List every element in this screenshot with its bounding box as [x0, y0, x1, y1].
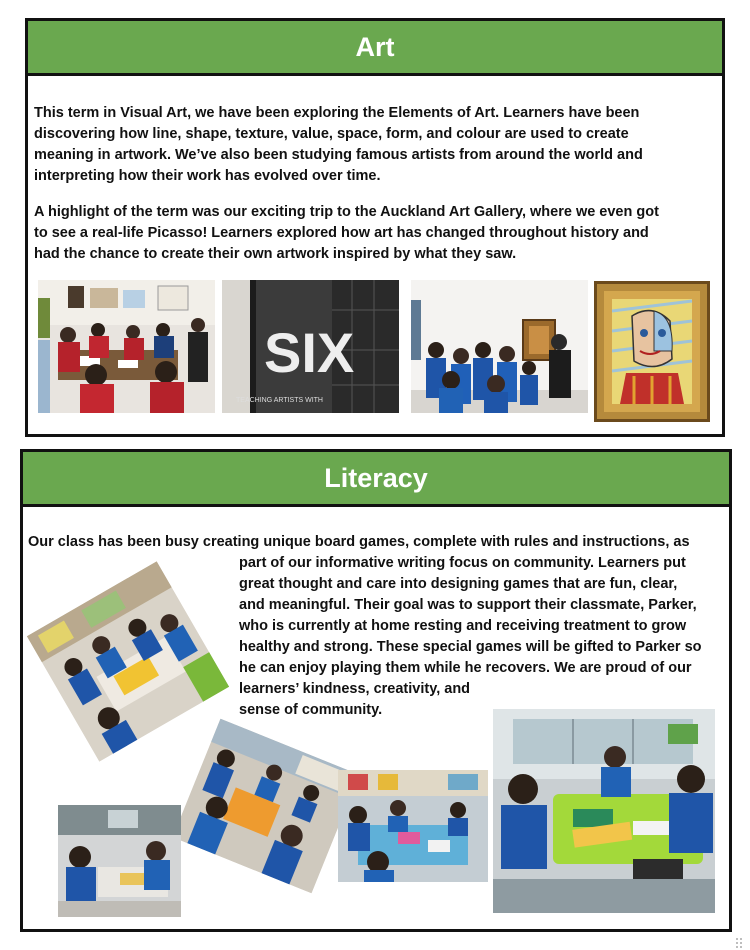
art-gallery-visit-photo: [411, 280, 588, 413]
literacy-text-line: healthy and strong. These special games will be gifted to Parker so: [239, 639, 702, 655]
literacy-text-line: who is currently at home resting and receiving treatment to grow: [239, 618, 687, 634]
literacy-text-line: part of our informative writing focus on community. Learners put: [239, 555, 686, 571]
art-paragraph-1: This term in Visual Art, we have been exploring the Elements of Art. Learners have been discovering how line, shape, texture, value, space, form, and colour are used to create meaning in artwork. We’ve also been studying famous artists from around the world and interpreting how their work has evolved over time.: [34, 105, 643, 184]
art-picasso-photo: [594, 281, 710, 422]
literacy-girls-photo: [58, 805, 181, 917]
resize-grip-icon[interactable]: [735, 936, 747, 948]
literacy-text-line: great thought and care into designing games that are fun, clear,: [239, 576, 678, 592]
six-sign-caption: TEACHING ARTISTS WITH: [236, 397, 323, 404]
literacy-group-photo-2: [172, 719, 359, 894]
literacy-table-photo: [338, 770, 488, 882]
six-sign-text: SIX: [264, 321, 355, 384]
literacy-heading: Literacy: [23, 452, 729, 507]
literacy-text-line: and meaningful. Their goal was to support their classmate, Parker,: [239, 597, 697, 613]
literacy-section: [20, 449, 732, 932]
art-section: [25, 18, 725, 437]
art-paragraph-2: A highlight of the term was our exciting trip to the Auckland Art Gallery, where we even got to see a real-life Picasso! Learners explored how art has changed throughout history and had the chance to create their own artwork inspired by what they saw.: [34, 204, 659, 262]
art-six-sign-photo: [222, 280, 399, 413]
art-heading: Art: [28, 21, 722, 76]
literacy-text-line: Our class has been busy creating unique board games, complete with rules and instructions, as: [28, 534, 690, 550]
literacy-text-line: he can enjoy playing them while he recovers. We are proud of our: [239, 660, 692, 676]
literacy-text-line: sense of community.: [239, 702, 383, 718]
literacy-group-photo-1: [27, 561, 229, 762]
literacy-green-table-photo: [493, 709, 715, 913]
art-classroom-photo: [38, 280, 215, 413]
literacy-text-line: learners’ kindness, creativity, and: [239, 681, 471, 697]
